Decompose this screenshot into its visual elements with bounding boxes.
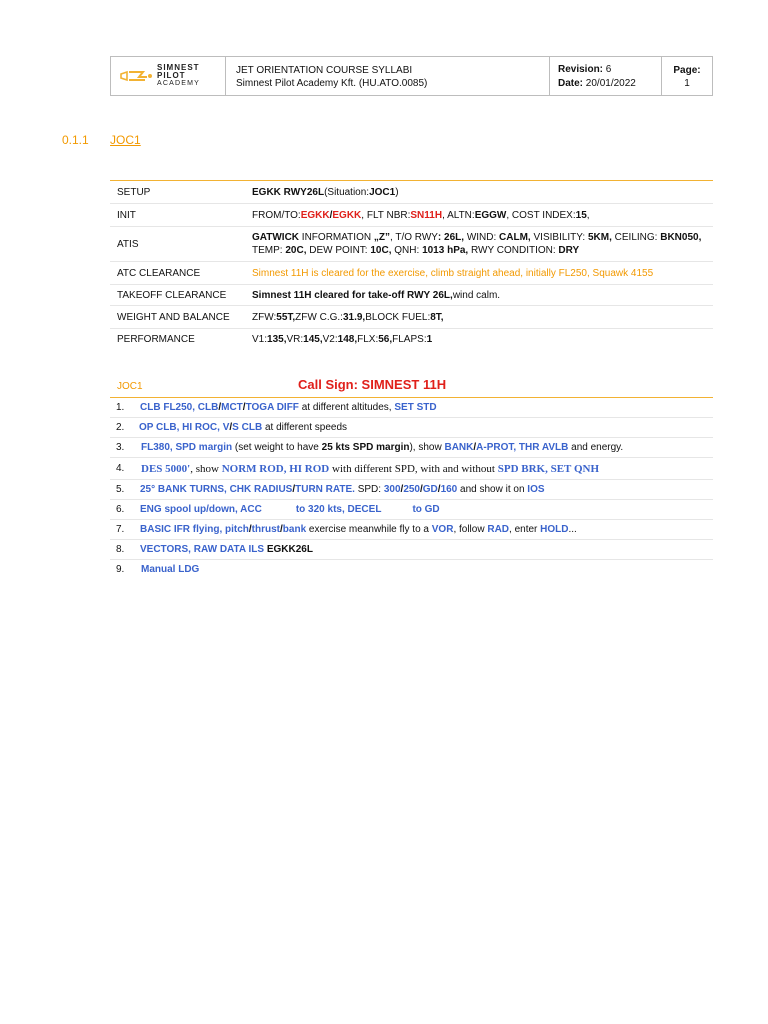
atis-info-letter: „Z” bbox=[373, 232, 390, 243]
setup-value bbox=[252, 181, 713, 203]
logo-line-2: PILOT bbox=[157, 71, 186, 80]
revision-label: Revision: bbox=[558, 64, 604, 75]
weight-balance-key: WEIGHT AND BALANCE bbox=[117, 311, 230, 323]
wb-text: BLOCK FUEL: bbox=[365, 311, 431, 323]
exercise-sep: / bbox=[473, 442, 477, 453]
atc-clearance-row bbox=[110, 262, 713, 285]
atis-text: CEILING: bbox=[611, 232, 661, 243]
exercise-row bbox=[110, 520, 713, 540]
weight-balance-value bbox=[252, 306, 713, 328]
perf-text: V1: bbox=[252, 333, 268, 345]
exercise-row bbox=[110, 418, 713, 438]
exercise-desc: and show it on bbox=[457, 484, 528, 495]
exercise-row bbox=[110, 480, 713, 500]
exercise-desc: ), show bbox=[409, 442, 445, 453]
exercise-number: 5. bbox=[116, 484, 125, 495]
wb-zfw-cg: 31.9, bbox=[342, 311, 366, 323]
atis-text: QNH: bbox=[391, 245, 423, 256]
exercise-row bbox=[110, 500, 713, 520]
exercise-term: BASIC IFR flying, pitch bbox=[140, 524, 249, 535]
takeoff-clearance-key: TAKEOFF CLEARANCE bbox=[117, 289, 227, 301]
exercise-number: 4. bbox=[116, 463, 125, 474]
exercise-sep: / bbox=[437, 484, 441, 495]
exercise-sep: / bbox=[280, 524, 283, 535]
setup-airport: EGKK RWY26L bbox=[252, 186, 325, 198]
section-number: 0.1.1 bbox=[62, 133, 89, 147]
exercise-row bbox=[110, 458, 713, 480]
exercise-desc: , enter bbox=[509, 524, 541, 535]
exercise-term: OP CLB, HI ROC, V bbox=[139, 422, 230, 433]
call-sign: Call Sign: SIMNEST 11H bbox=[298, 377, 447, 392]
init-key: INIT bbox=[117, 209, 136, 221]
exercise-term: thrust bbox=[251, 524, 281, 535]
atis-ceiling: BKN050, bbox=[660, 232, 702, 243]
atis-text: VISIBILITY: bbox=[530, 232, 588, 243]
header-title-cell bbox=[226, 57, 550, 95]
takeoff-clearance-value bbox=[252, 285, 713, 305]
joc-exercise-table bbox=[110, 375, 713, 579]
exercise-term: SET STD bbox=[394, 402, 437, 413]
setup-text: (Situation: bbox=[324, 186, 370, 198]
wb-block-fuel: 8T, bbox=[430, 311, 444, 323]
logo-line-3: ACADEMY bbox=[157, 80, 201, 87]
header-revision-cell bbox=[550, 57, 662, 95]
init-from: EGKK bbox=[300, 209, 330, 221]
init-flight-number: SN11H bbox=[410, 209, 443, 221]
exercise-sep: / bbox=[218, 402, 222, 413]
academy-logo-mark bbox=[119, 68, 153, 84]
init-text: , COST INDEX: bbox=[506, 209, 576, 221]
performance-row bbox=[110, 329, 713, 349]
exercise-desc: SPD: bbox=[354, 484, 384, 495]
exercise-text bbox=[139, 402, 713, 413]
exercise-desc: at different altitudes, bbox=[298, 402, 395, 413]
atis-dew-point: 10C, bbox=[370, 245, 392, 256]
init-row bbox=[110, 204, 713, 227]
logo-wordmark bbox=[157, 64, 200, 88]
exercise-term: S CLB bbox=[232, 422, 263, 433]
perf-text: FLAPS: bbox=[392, 333, 427, 345]
atis-text: RWY CONDITION: bbox=[468, 245, 559, 256]
exercise-number: 1. bbox=[116, 402, 125, 413]
atis-text: INFORMATION bbox=[299, 232, 374, 243]
exercise-term: A-PROT, THR AVLB bbox=[476, 442, 569, 453]
exercise-term: SPD BRK, SET QNH bbox=[497, 462, 600, 475]
perf-flx: 56, bbox=[378, 333, 393, 345]
setup-table bbox=[110, 180, 713, 349]
exercise-number: 8. bbox=[116, 544, 125, 555]
performance-value bbox=[252, 329, 713, 349]
exercise-term: NORM ROD, HI ROD bbox=[221, 462, 330, 475]
atis-text: DEW POINT: bbox=[306, 245, 371, 256]
init-altn: EGGW bbox=[474, 209, 507, 221]
setup-key: SETUP bbox=[117, 186, 151, 198]
exercise-desc: , show bbox=[190, 462, 222, 475]
exercise-text bbox=[139, 544, 713, 555]
exercise-desc: at different speeds bbox=[262, 422, 348, 433]
atis-key: ATIS bbox=[117, 238, 139, 250]
exercise-term: to 320 kts, DECEL bbox=[295, 504, 382, 515]
header-page-cell bbox=[662, 57, 712, 95]
takeoff-wind: wind calm. bbox=[452, 289, 501, 301]
atis-qnh: 1013 hPa, bbox=[422, 245, 469, 256]
exercise-sep: / bbox=[420, 484, 423, 495]
exercise-text bbox=[139, 422, 713, 433]
exercise-emphasis: EGKK26L bbox=[264, 544, 313, 555]
exercise-desc: and energy. bbox=[568, 442, 624, 453]
exercise-term: GD bbox=[422, 484, 438, 495]
exercise-text bbox=[139, 564, 713, 575]
exercise-number: 3. bbox=[116, 442, 125, 453]
exercise-term: ENG spool up/down, ACC bbox=[140, 504, 262, 515]
init-value bbox=[252, 204, 713, 226]
atis-rwy-condition: DRY bbox=[558, 245, 580, 256]
init-text: / bbox=[329, 209, 333, 221]
perf-v2: 148, bbox=[337, 333, 358, 345]
exercise-desc: with different SPD, with and without bbox=[329, 462, 498, 475]
exercise-text bbox=[139, 484, 713, 495]
date-label: Date: bbox=[558, 78, 584, 89]
revision-value: 6 bbox=[605, 64, 612, 75]
date-value: 20/01/2022 bbox=[585, 78, 636, 89]
exercise-text bbox=[139, 442, 713, 453]
exercise-sep: / bbox=[292, 484, 296, 495]
exercise-row bbox=[110, 540, 713, 560]
init-text: , FLT NBR: bbox=[361, 209, 411, 221]
takeoff-clearance-row bbox=[110, 285, 713, 306]
exercise-sep: / bbox=[229, 422, 233, 433]
exercise-row bbox=[110, 398, 713, 418]
atis-wind: CALM, bbox=[499, 232, 531, 243]
document-subtitle: Simnest Pilot Academy Kft. (HU.ATO.0085) bbox=[236, 78, 428, 89]
init-to: EGKK bbox=[332, 209, 362, 221]
exercise-number: 2. bbox=[116, 422, 125, 433]
wb-text: ZFW C.G.: bbox=[295, 311, 343, 323]
exercise-sep: / bbox=[242, 402, 246, 413]
atis-value bbox=[252, 227, 713, 261]
exercise-term: MCT bbox=[221, 402, 243, 413]
page-number: 1 bbox=[684, 78, 690, 89]
exercise-term: bank bbox=[282, 524, 307, 535]
exercise-term: 250 bbox=[403, 484, 420, 495]
exercise-term: CLB FL250, CLB bbox=[140, 402, 219, 413]
exercise-desc: exercise meanwhile fly to a bbox=[306, 524, 432, 535]
atis-runway: : 26L, bbox=[437, 232, 465, 243]
atis-visibility: 5KM, bbox=[587, 232, 612, 243]
exercise-term: to GD bbox=[412, 504, 440, 515]
perf-flaps: 1 bbox=[426, 333, 433, 345]
exercise-number: 6. bbox=[116, 504, 125, 515]
init-text: , bbox=[586, 209, 590, 221]
exercise-term: FL380, SPD margin bbox=[141, 442, 233, 453]
exercise-term: BANK bbox=[444, 442, 474, 453]
exercise-number: 9. bbox=[116, 564, 125, 575]
performance-key: PERFORMANCE bbox=[117, 333, 195, 345]
perf-v1: 135, bbox=[267, 333, 287, 345]
setup-situation: JOC1 bbox=[369, 186, 396, 198]
exercise-desc: ... bbox=[568, 524, 577, 535]
init-text: FROM/TO: bbox=[252, 209, 301, 221]
wb-text: ZFW: bbox=[252, 311, 277, 323]
logo-line-1: SIMNEST bbox=[157, 63, 200, 72]
page-label: Page: bbox=[673, 65, 701, 76]
exercise-desc: , follow bbox=[453, 524, 488, 535]
exercise-term: TURN RATE. bbox=[295, 484, 355, 495]
joc-header bbox=[110, 375, 713, 398]
atc-clearance-key: ATC CLEARANCE bbox=[117, 267, 201, 279]
section-heading bbox=[62, 133, 141, 147]
section-title: JOC1 bbox=[110, 133, 141, 147]
exercise-term: RAD bbox=[487, 524, 510, 535]
exercise-term: Manual LDG bbox=[141, 564, 200, 575]
exercise-term: DES 5000' bbox=[141, 462, 191, 475]
exercise-text bbox=[139, 504, 713, 515]
exercise-term: 160 bbox=[440, 484, 458, 495]
joc-label: JOC1 bbox=[117, 381, 143, 392]
exercise-term: IOS bbox=[527, 484, 545, 495]
atis-text: WIND: bbox=[464, 232, 500, 243]
exercise-term: 25° BANK TURNS, CHK RADIUS bbox=[140, 484, 293, 495]
exercise-row bbox=[110, 560, 713, 579]
exercise-text bbox=[139, 463, 713, 475]
setup-row bbox=[110, 181, 713, 204]
init-cost-index: 15 bbox=[575, 209, 587, 221]
academy-logo bbox=[111, 57, 226, 95]
setup-text: ) bbox=[395, 186, 399, 198]
atis-temp: 20C, bbox=[285, 245, 307, 256]
exercise-term: HOLD bbox=[540, 524, 569, 535]
exercise-row bbox=[110, 438, 713, 458]
takeoff-text: Simnest 11H cleared for take-off RWY 26L, bbox=[252, 289, 453, 301]
exercise-term: 300 bbox=[383, 484, 401, 495]
exercise-desc: (set weight to have bbox=[232, 442, 322, 453]
atis-text: , T/O RWY bbox=[389, 232, 438, 243]
exercise-number: 7. bbox=[116, 524, 125, 535]
atc-clearance-value: Simnest 11H is cleared for the exercise, climb straight ahead, initially FL250, Squawk 4155 bbox=[252, 267, 654, 279]
document-header bbox=[110, 56, 713, 96]
perf-text: VR: bbox=[286, 333, 304, 345]
atis-row bbox=[110, 227, 713, 262]
perf-text: V2: bbox=[322, 333, 338, 345]
weight-balance-row bbox=[110, 306, 713, 329]
atis-text: TEMP: bbox=[252, 245, 286, 256]
exercise-term: VOR bbox=[431, 524, 454, 535]
exercise-sep: / bbox=[400, 484, 404, 495]
exercise-text bbox=[139, 524, 713, 535]
exercise-sep: / bbox=[248, 524, 252, 535]
perf-vr: 145, bbox=[303, 333, 323, 345]
init-text: , ALTN: bbox=[442, 209, 475, 221]
wb-zfw: 55T, bbox=[276, 311, 296, 323]
atis-text: GATWICK bbox=[252, 232, 300, 243]
exercise-emphasis: 25 kts SPD margin bbox=[321, 442, 410, 453]
perf-text: FLX: bbox=[357, 333, 379, 345]
exercise-term: TOGA DIFF bbox=[245, 402, 299, 413]
exercise-term: VECTORS, RAW DATA ILS bbox=[140, 544, 265, 555]
document-title: JET ORIENTATION COURSE SYLLABI bbox=[236, 65, 413, 76]
